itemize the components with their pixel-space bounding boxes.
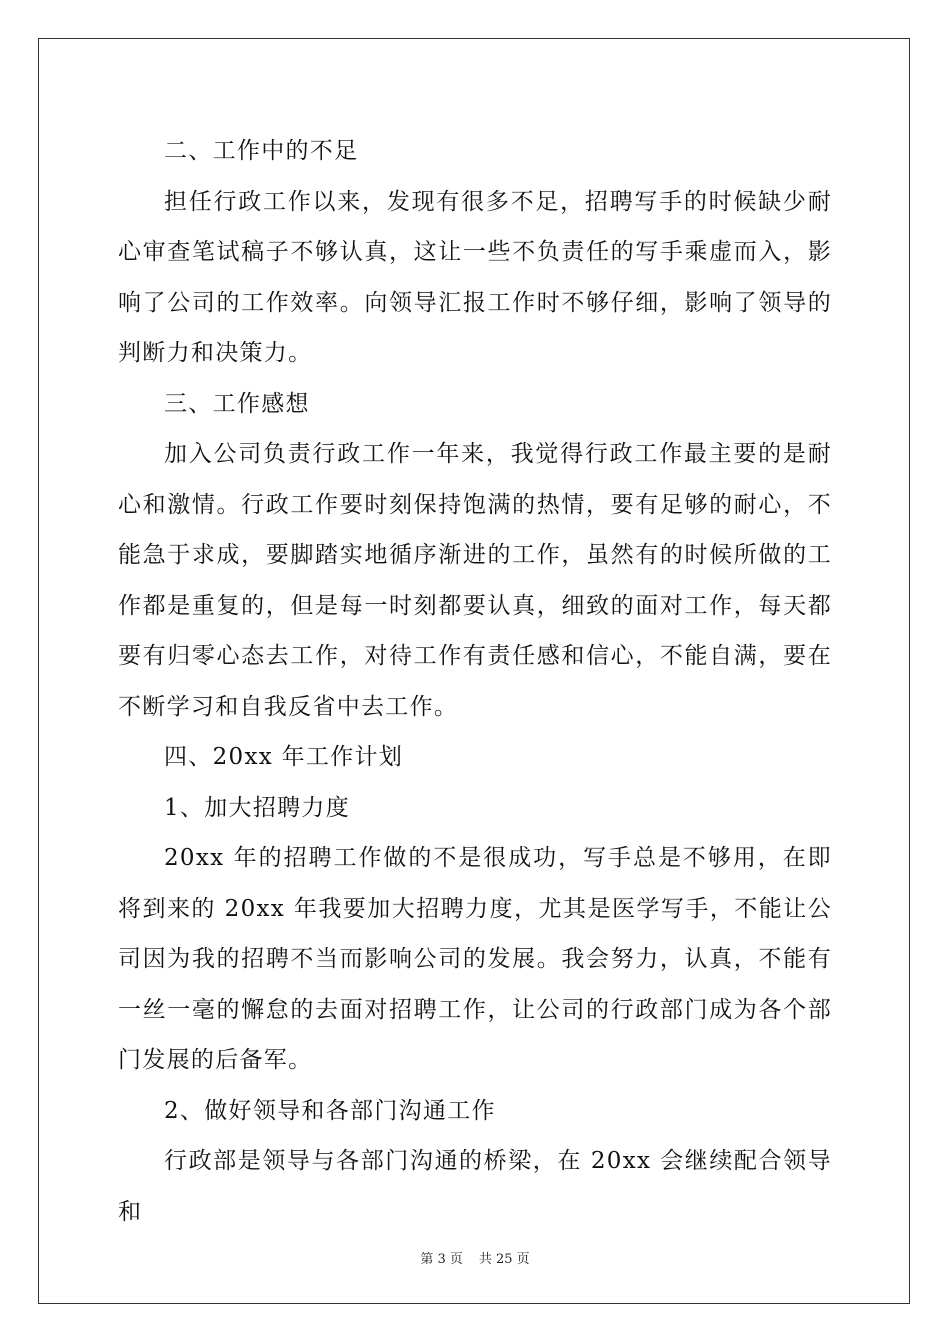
page-footer xyxy=(0,1248,950,1267)
document-body xyxy=(118,126,832,1237)
page-number: 第 3 页 xyxy=(420,1252,463,1267)
body-paragraph: 加入公司负责行政工作一年来，我觉得行政工作最主要的是耐心和激情。行政工作要时刻保持饱满的热情，要有足够的耐心，不能急于求成，要脚踏实地循序渐进的工作，虽然有的时候所做的工作都是重复的，但是每一时刻都要认真，细致的面对工作，每天都要有归零心态去工作，对待工作有责任感和信心，不能自满，要在不断学习和自我反省中去工作。 xyxy=(118,441,832,720)
body-paragraph: 20xx 年的招聘工作做的不是很成功，写手总是不够用，在即将到来的 20xx 年我要加大招聘力度，尤其是医学写手，不能让公司因为我的招聘不当而影响公司的发展。我会努力，认真，不能有一丝一毫的懈怠的去面对招聘工作，让公司的行政部门成为各个部门发展的后备军。 xyxy=(118,845,832,1073)
subheading-communication: 2、做好领导和各部门沟通工作 xyxy=(164,1097,496,1124)
body-paragraph: 行政部是领导与各部门沟通的桥梁，在 20xx 会继续配合领导和 xyxy=(118,1148,832,1225)
body-paragraph: 担任行政工作以来，发现有很多不足，招聘写手的时候缺少耐心审查笔试稿子不够认真，这让一些不负责任的写手乘虚而入，影响了公司的工作效率。向领导汇报工作时不够仔细，影响了领导的判断力和决策力。 xyxy=(118,188,832,366)
subheading-recruitment: 1、加大招聘力度 xyxy=(164,794,351,821)
section-heading-reflections: 三、工作感想 xyxy=(164,390,310,417)
page-total: 共 25 页 xyxy=(478,1252,530,1267)
section-heading-work-plan: 四、20xx 年工作计划 xyxy=(164,744,404,770)
section-heading-shortcomings: 二、工作中的不足 xyxy=(164,138,359,164)
